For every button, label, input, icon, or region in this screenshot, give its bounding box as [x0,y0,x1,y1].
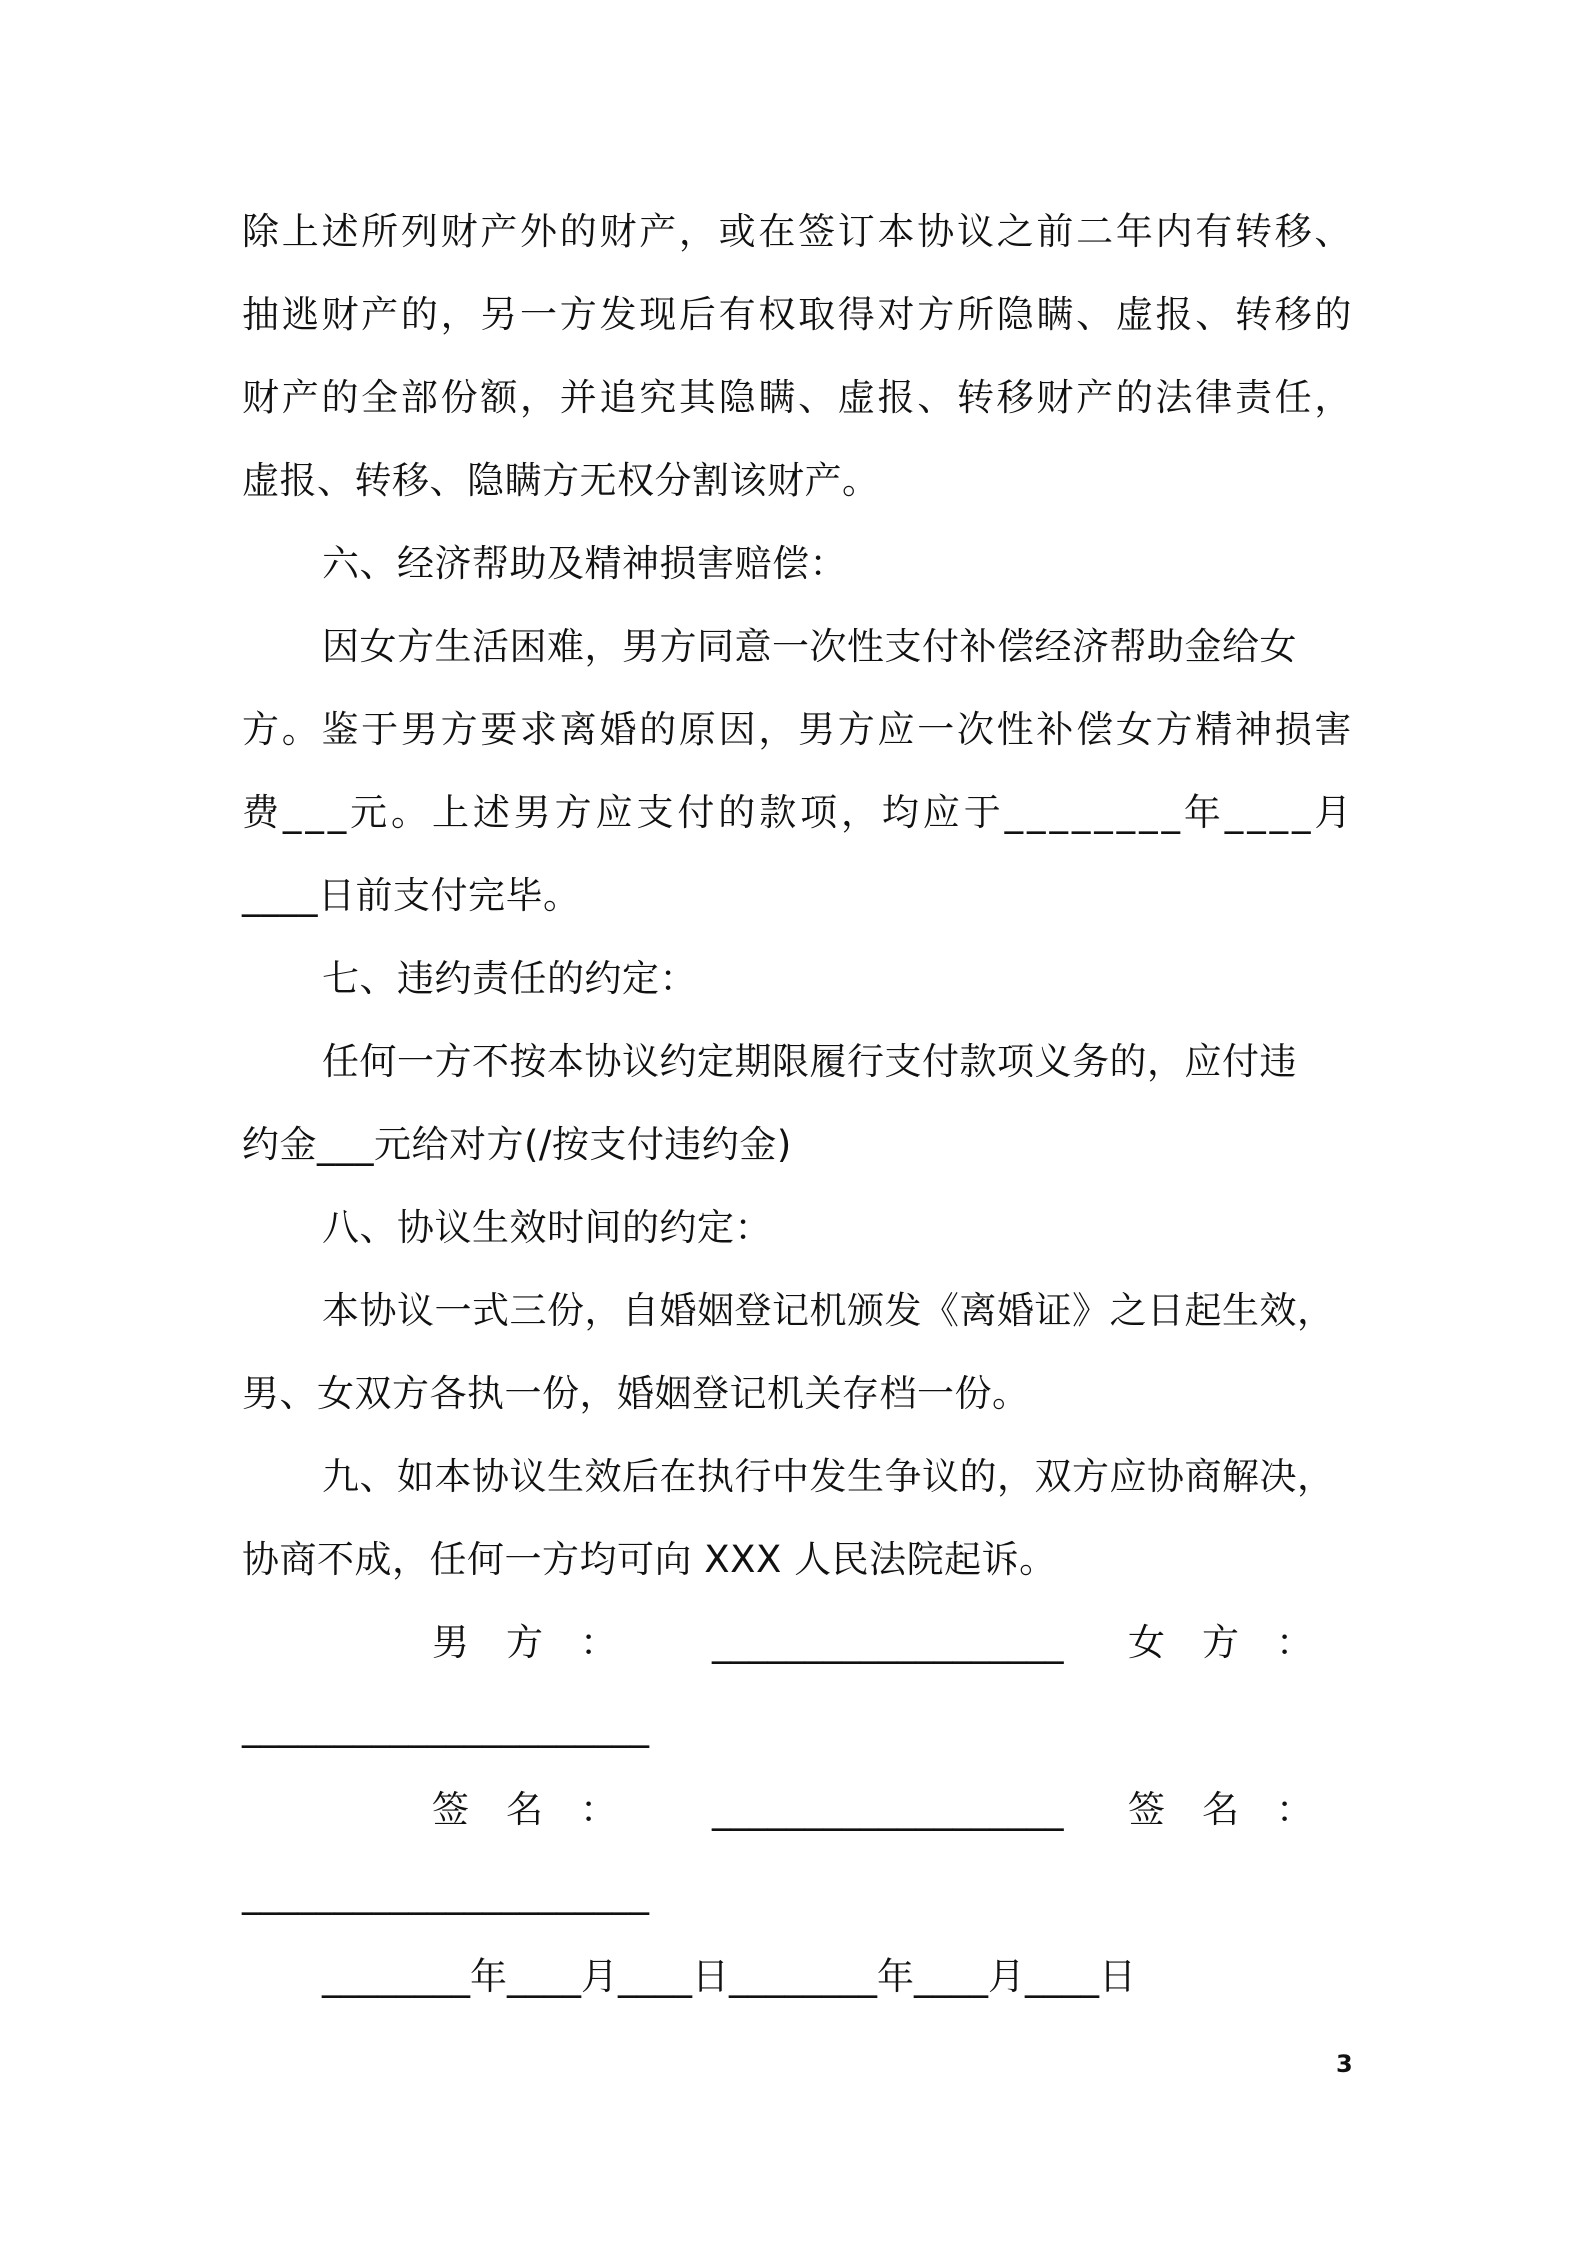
sign-label-right: 签 名 ： [1128,1788,1313,1831]
sign-blank-left: ___________________ [712,1788,1064,1831]
paragraph-line: 任何一方不按本协议约定期限履行支付款项义务的，应付违 [322,1040,1297,1083]
paragraph-line: 方 。 鉴 于 男 方 要 求 离 婚 的 原 因 ， 男 方 应 一 次 性 补 偿 女 方 精 神 损 害 [242,708,1352,751]
male-label: 男 方 ： [432,1621,617,1664]
paragraph-line: 财 产 的 全 部 份 额 ， 并 追 究 其 隐 瞒 、 虚 报 、 转 移 财 产 的 法 律 责 任 ， [242,376,1352,419]
paragraph-line: 协商不成，任何一方均可向 XXX 人民法院起诉。 [242,1538,1057,1581]
female-label: 女 方 ： [1128,1621,1313,1664]
paragraph-line: 九、如本协议生效后在执行中发生争议的，双方应协商解决， [322,1455,1335,1498]
page-number: 3 [1336,2050,1353,2078]
section-heading: 八、协议生效时间的约定： [322,1206,772,1249]
date-line: ________年____月____日________年____月____日 [322,1955,1136,1998]
paragraph-line: 男、女双方各执一份，婚姻登记机关存档一份。 [242,1372,1030,1415]
paragraph-line: 抽 逃 财 产 的 ， 另 一 方 发 现 后 有 权 取 得 对 方 所 隐 瞒 、 虚 报 、 转 移 的 [242,293,1352,336]
paragraph-line: ____日前支付完毕。 [242,874,581,917]
male-blank: ___________________ [712,1621,1064,1664]
paragraph-line: 约金___元给对方(/按支付违约金) [242,1123,792,1166]
paragraph-line: 因女方生活困难，男方同意一次性支付补偿经济帮助金给女 [322,625,1297,668]
paragraph-line: 本协议一式三份，自婚姻登记机颁发《离婚证》之日起生效， [322,1289,1335,1332]
paragraph-line: 除 上 述 所 列 财 产 外 的 财 产 ， 或 在 签 订 本 协 议 之 前 二 年 内 有 转 移 、 [242,210,1352,253]
paragraph-line: 虚报、转移、隐瞒方无权分割该财产。 [242,459,880,502]
sign-blank-right: ______________________ [242,1872,649,1915]
female-blank: ______________________ [242,1705,649,1748]
section-heading: 七、违约责任的约定： [322,957,697,1000]
section-heading: 六、经济帮助及精神损害赔偿： [322,542,847,585]
sign-label-left: 签 名 ： [432,1788,617,1831]
paragraph-line: 费 _ _ _ 元 。 上 述 男 方 应 支 付 的 款 项 ， 均 应 于 _ _ _ _ _ _ _ _ 年 _ _ _ _ 月 [242,791,1352,834]
